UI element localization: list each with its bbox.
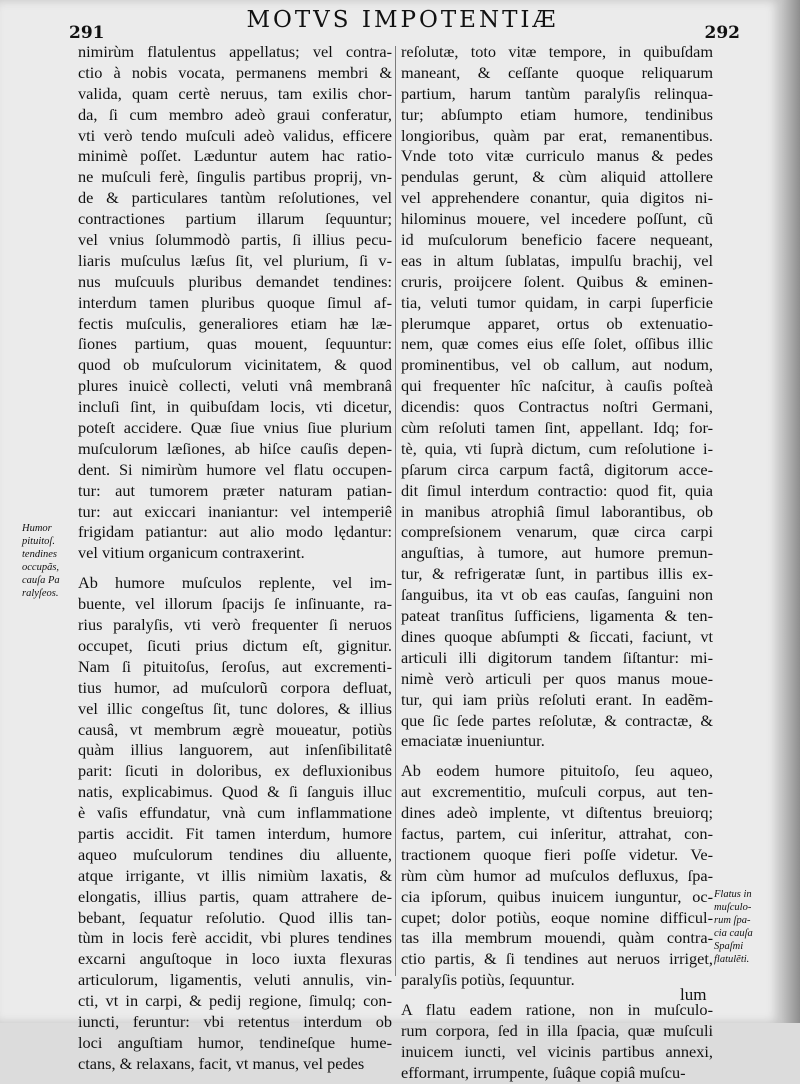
text-line: vel vitium organicum contraxerint.: [78, 543, 305, 563]
margin-note-right: [714, 888, 770, 966]
text-line: ctio partis, & ſi tendines aut neruos irriget,: [401, 949, 713, 969]
text-line: causâ, vt membrum ægrè moueatur, potiùs: [78, 719, 392, 739]
text-line: quàm illius languorem, aut inſenſibilitatê: [78, 740, 392, 760]
text-line: ſanguibus, ita vt ob eas cauſas, ſanguini non: [401, 585, 713, 605]
text-line: loci anguſtiam humor, tendineſque hume-: [78, 1032, 392, 1052]
text-line: tur, qui iam priùs reſoluti erant. In eadẽm-: [401, 689, 713, 709]
text-line: muſculorum læſiones, ab hiſce cauſis depen-: [78, 438, 392, 458]
text-line: tia, veluti tumor quidam, in carpi ſuperficie: [401, 292, 713, 312]
text-line: dent. Si nimirùm humore vel flatu occupen-: [78, 459, 392, 479]
text-line: vti verò tendo muſculi adeò validus, efficere: [78, 125, 392, 145]
text-line: nem, quæ comes eius eſſe ſolet, oſſibus illic: [401, 334, 713, 354]
text-line: tur: aut exiccari inaniantur: vel intemperiê: [78, 501, 392, 521]
page-header: [55, 3, 750, 43]
margin-note-line: ralyſeos.: [22, 588, 59, 599]
text-line: vel vnius ſolummodò partis, ſi illius pecu-: [78, 230, 392, 250]
text-line: pſarum circa carpum factâ, digitorum acce-: [401, 459, 713, 479]
text-line: rùm cùm humor ad muſculos defluxus, ſpa-: [401, 865, 713, 885]
text-line: aut excrementitio, muſculi corpus, aut ten-: [401, 782, 713, 802]
text-line: tur; abſumpto etiam humore, tendinibus: [401, 104, 713, 124]
text-line: Nam ſi pituitoſus, ſeroſus, aut excrementi-: [78, 656, 392, 676]
text-line: fectis muſculis, generaliores etiam hæ læ-: [78, 313, 392, 333]
page-edge-shadow: [782, 0, 800, 1023]
paragraph-gap: [401, 752, 713, 761]
text-line: excarni anguſtoque in loco iuxta flexuras: [78, 949, 392, 969]
text-line: contractiones partium illarum ſequuntur;: [78, 209, 392, 229]
text-line: plures inuicè collecti, veluti vnâ membranâ: [78, 376, 392, 396]
margin-note-line: cia cauſa: [714, 928, 753, 939]
page-number-left: 291: [69, 23, 105, 43]
text-line: bebant, ſequatur reſolutio. Quod illis tan-: [78, 907, 392, 927]
text-line: factus, partem, cui inſeritur, attrahat, con-: [401, 823, 713, 843]
text-line: interdum tamen pluribus quoque ſimul af-: [78, 292, 392, 312]
text-line: Ab eodem humore pituitoſo, ſeu aqueo,: [401, 761, 713, 781]
text-line: efformant, irrumpente, ſuâque copiâ muſcu-: [401, 1062, 686, 1082]
text-line: partium, harum tantùm paralyſis relinqua-: [401, 83, 713, 103]
text-line: tur, & refrigeratæ ſunt, in partibus illis ex-: [401, 564, 713, 584]
margin-note-line: muſculo-: [714, 902, 752, 913]
text-line: dit ſimul interdum contractio: quod fit, quia: [401, 480, 713, 500]
text-line: da, ſi cum membro adeò graui conferatur,: [78, 104, 392, 124]
text-line: cti, vt in carpi, & pedij regione, ſimulq; con-: [78, 991, 392, 1011]
text-line: eas in altum ſublatas, impulſu brachij, vel: [401, 250, 713, 270]
text-line: occupet, ſicuti prius dictum eſt, gignitur.: [78, 635, 392, 655]
text-line: hilominus mouere, vel incedere poſſunt, cũ: [401, 209, 713, 229]
text-line: tius humor, ad muſculorũ corpora defluat,: [78, 677, 392, 697]
text-line: parit: ſicuti in doloribus, ex defluxionibus: [78, 761, 392, 781]
text-line: que ſic ſede partes reſolutæ, & contractæ, &: [401, 710, 713, 730]
text-line: dicendis: quos Contractus noſtri Germani,: [401, 397, 713, 417]
text-line: natis, explicabimus. Quod & ſi ſanguis illuc: [78, 782, 392, 802]
text-line: tur: aut tumorem præter naturam patian-: [78, 480, 392, 500]
text-line: id muſculorum beneficio facere nequeant,: [401, 230, 713, 250]
text-line: nus muſcuuls pluribus demandet tendines:: [78, 271, 392, 291]
text-line: frigidam patiantur: aut alio modo lędantur:: [78, 522, 392, 542]
text-line: nimirùm flatulentus appellatus; vel contra-: [78, 42, 392, 61]
text-line: atque irrigante, vt illis nimiùm laxatis, &: [78, 865, 392, 885]
margin-note-line: occupãs,: [22, 562, 60, 573]
text-line: valida, quam certè neruus, tam exilis chor-: [78, 83, 392, 103]
text-line: rius paralyſis, vti verò frequenter ſi neruos: [78, 615, 392, 635]
column-divider: [395, 46, 396, 976]
text-line: ctio à nobis vocata, permanens membri &: [78, 62, 392, 82]
text-line: buente, vel illorum ſpacijs ſe inſinuante, ra-: [78, 594, 392, 614]
text-line: tractionem quoque fieri poſſe videtur. Ve-: [401, 844, 713, 864]
text-line: reſolutæ, toto vitæ tempore, in quibuſdam: [401, 42, 713, 61]
text-line: prominentibus, vel ob callum, aut nodum,: [401, 355, 713, 375]
text-line: longioribus, quàm par erat, remanentibus.: [401, 125, 713, 145]
text-line: poteſt accidere. Quæ ſiue vnius ſiue plurium: [78, 418, 392, 438]
text-line: cupet; dolor potiùs, eoque nomine difficul-: [401, 907, 713, 927]
margin-note-line: tendines: [22, 549, 57, 560]
text-line: inuicem iuncti, vel vicinis partibus annexi,: [401, 1041, 713, 1061]
page-number-right: 292: [704, 23, 740, 43]
margin-note-left: [22, 522, 80, 600]
text-line: maneant, & ceſſante quoque reliquarum: [401, 62, 713, 82]
text-line: partis accidit. Fit tamen interdum, humore: [78, 823, 392, 843]
catchword: lum: [680, 985, 707, 1004]
text-line: quod ob muſculorum vicinitatem, & quod: [78, 355, 392, 375]
text-line: aqueo muſculorum tendines diu alluente,: [78, 844, 392, 864]
text-line: A flatu eadem ratione, non in muſculo-: [401, 1000, 713, 1020]
text-line: plerumque apparet, ortus ob extenuatio-: [401, 313, 713, 333]
text-line: incluſi ſint, in quibuſdam locis, vti dicetur,: [78, 397, 392, 417]
text-line: elongatis, illius partis, quam attrahere de-: [78, 886, 392, 906]
running-title: MOTVS IMPOTENTIÆ: [246, 7, 559, 33]
text-line: ne muſculi ferè, ſingulis partibus proprij, vn-: [78, 167, 392, 187]
text-line: ctans, & relaxans, facit, vt manus, vel pedes: [78, 1053, 365, 1073]
text-line: rum corpora, ſed in illa ſpacia, quæ muſculi: [401, 1020, 713, 1040]
text-line: cruris, proijcere ſolent. Quibus & eminen-: [401, 271, 713, 291]
text-line: articulorum, ligamentis, veluti annulis, vin-: [78, 970, 392, 990]
right-text-column: [401, 42, 713, 1084]
text-line: tas illa membrum mouendi, quàm contra-: [401, 928, 713, 948]
text-line: vel apprehendere conantur, quia digitos ni-: [401, 188, 713, 208]
margin-note-line: rum ſpa-: [714, 915, 751, 926]
text-line: liaris muſculus læſus ſit, vel plurium, ſi v-: [78, 250, 392, 270]
margin-note-line: pituitoſ.: [22, 536, 55, 547]
text-line: è vaſis effundatur, vnà cum inflammatione: [78, 803, 392, 823]
text-line: minimè poſſet. Læduntur autem hac ratio-: [78, 146, 392, 166]
text-line: Vnde toto vitæ curriculo manus & pedes: [401, 146, 713, 166]
text-line: ſiones partium, quas mouent, ſequuntur:: [78, 334, 392, 354]
text-line: iuncti, feruntur: vbi retentus interdum ob: [78, 1011, 392, 1031]
text-line: de & particulares tantùm reſolutiones, vel: [78, 188, 392, 208]
left-text-column: [78, 42, 392, 1075]
text-line: qui frequenter hîc naſcitur, à cauſis poſteà: [401, 376, 713, 396]
paragraph-gap: [78, 564, 392, 573]
text-line: tùm in locis ferè accidit, vbi plures tendines: [78, 928, 392, 948]
text-line: cia ipſorum, quibus inuicem iunguntur, oc-: [401, 886, 713, 906]
margin-note-line: Flatus in: [714, 889, 752, 900]
paragraph-gap: [401, 991, 713, 1000]
text-line: nimè verò articuli per quos manus moue-: [401, 668, 713, 688]
text-line: dines quoque abſumpti & ſiccati, faciunt, vt: [401, 626, 713, 646]
text-line: emaciatæ inueniuntur.: [401, 731, 545, 751]
text-line: compreſsionem venarum, quæ circa carpi: [401, 522, 713, 542]
margin-note-line: flatulẽti.: [714, 954, 750, 965]
text-line: cùm reſoluti tamen ſint, appellant. Idq; for-: [401, 418, 713, 438]
text-line: Ab humore muſculos replente, vel im-: [78, 573, 392, 593]
text-line: tè, quia, vti ſuprà dictum, cum reſolutione i-: [401, 438, 713, 458]
text-line: in manibus atrophiâ ſimul laborantibus, ob: [401, 501, 713, 521]
text-line: vel illic congeſtus ſit, tunc dolores, & illius: [78, 698, 392, 718]
text-line: anguſtias, à tumore, aut humore premun-: [401, 543, 713, 563]
text-line: dines adeò implente, vt diſtentus breuiorq;: [401, 803, 713, 823]
text-line: pendulas gerunt, & cùm aliquid attollere: [401, 167, 713, 187]
margin-note-line: cauſa Pa: [22, 575, 60, 586]
margin-note-line: Humor: [22, 523, 52, 534]
text-line: articuli illi digitorum tandem ſiſtantur: mi-: [401, 647, 713, 667]
text-line: paralyſis potiùs, ſequuntur.: [401, 970, 575, 990]
margin-note-line: Spaſmi: [714, 941, 744, 952]
text-line: pateat tranſitus ſufficiens, ligamenta & ten-: [401, 606, 713, 626]
